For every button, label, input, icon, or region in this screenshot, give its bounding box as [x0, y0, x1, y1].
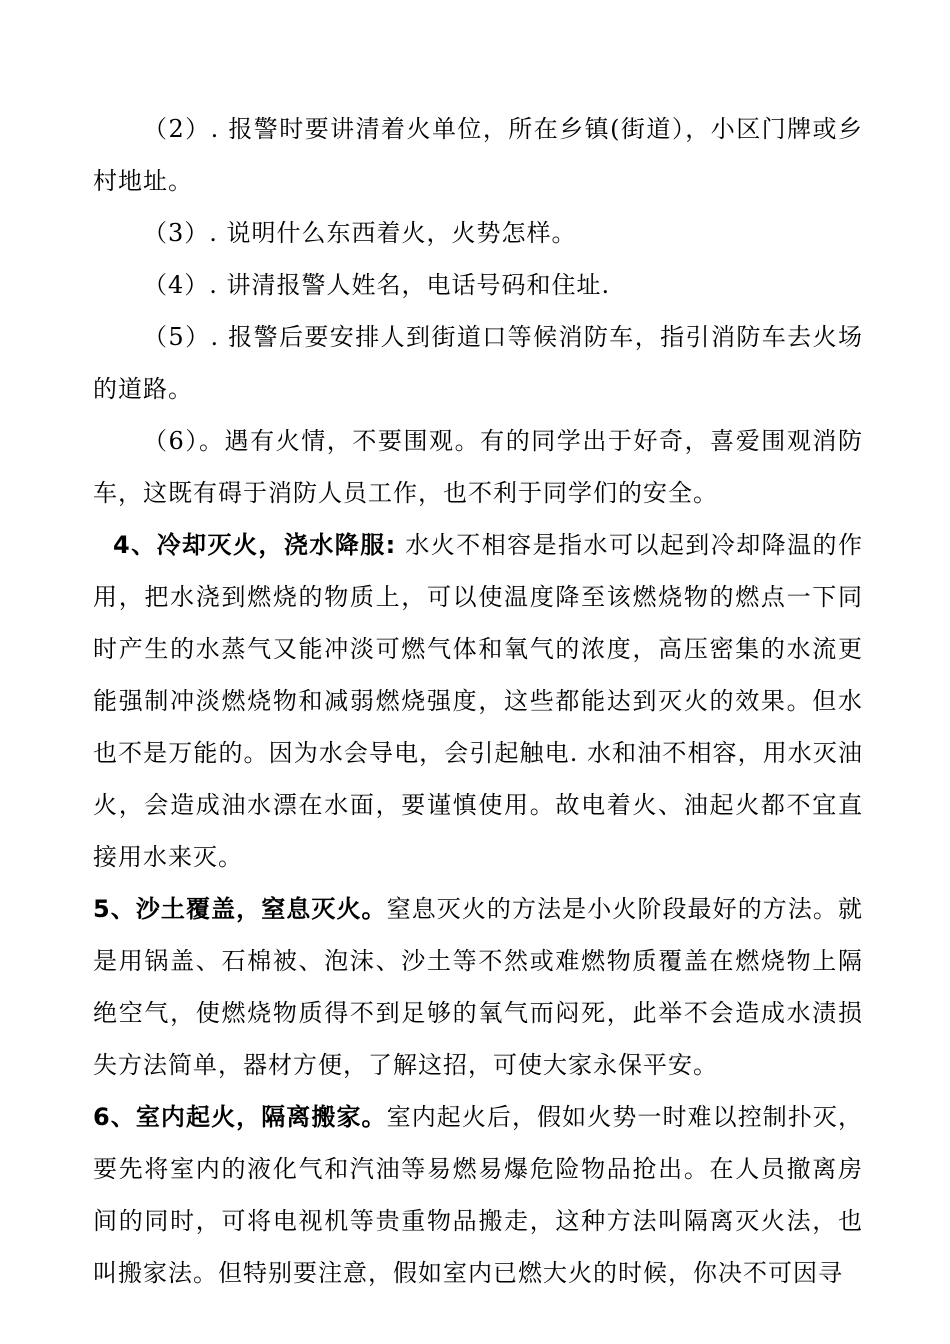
section-heading: 6、室内起火，隔离搬家。 [93, 1103, 387, 1131]
paragraph-report-location: （2）. 报警时要讲清着火单位，所在乡镇(街道），小区门牌或乡村地址。 [93, 115, 863, 195]
section-body: 窒息灭火的方法是小火阶段最好的方法。就是用锅盖、石棉被、泡沫、沙土等不然或难燃物质覆盖在燃烧物上隔绝空气，使燃烧物质得不到足够的氧气而闷死，此举不会造成水渍损失方法简单，器材方便，了解这招，可使大家永保平安。 [93, 895, 864, 1079]
section-heading: 4、冷却灭火，浇水降服: [113, 531, 397, 559]
paragraph-report-what-burns: （3）. 说明什么东西着火，火势怎样。 [143, 219, 577, 247]
paragraph-guide-fire-truck: （5）. 报警后要安排人到街道口等候消防车，指引消防车去火场的道路。 [93, 323, 863, 403]
section-heading: 5、沙土覆盖，窒息灭火。 [93, 895, 387, 923]
section-cooling-extinguish [93, 519, 863, 883]
paragraph-no-onlookers: （6）。遇有火情，不要围观。有的同学出于好奇，喜爱围观消防车，这既有碍于消防人员工作，也不利于同学们的安全。 [93, 427, 863, 507]
section-body: 室内起火后，假如火势一时难以控制扑灭，要先将室内的液化气和汽油等易燃易爆危险物品抢出。在人员撤离房间的同时，可将电视机等贵重物品搬走，这种方法叫隔离灭火法，也叫搬家法。但特别要注意，假如室内已燃大火的时候，你决不可因寻 [93, 1103, 864, 1287]
section-isolation-move [93, 1091, 863, 1299]
document-page [93, 103, 863, 1299]
paragraph-report-name-phone: （4）. 讲清报警人姓名，电话号码和住址. [143, 271, 611, 299]
section-sand-cover [93, 883, 863, 1091]
section-body: 水火不相容是指水可以起到冷却降温的作用，把水浇到燃烧的物质上，可以使温度降至该燃烧物的燃点一下同时产生的水蒸气又能冲淡可燃气体和氧气的浓度，高压密集的水流更能强制冲淡燃烧物和减弱燃烧强度，这些都能达到灭火的效果。但水也不是万能的。因为水会导电，会引起触电. 水和油不相容，用水灭油火，会造成油水漂在水面，要谨慎使用。故电着火、油起火都不宜直接用水来灭。 [93, 531, 864, 871]
